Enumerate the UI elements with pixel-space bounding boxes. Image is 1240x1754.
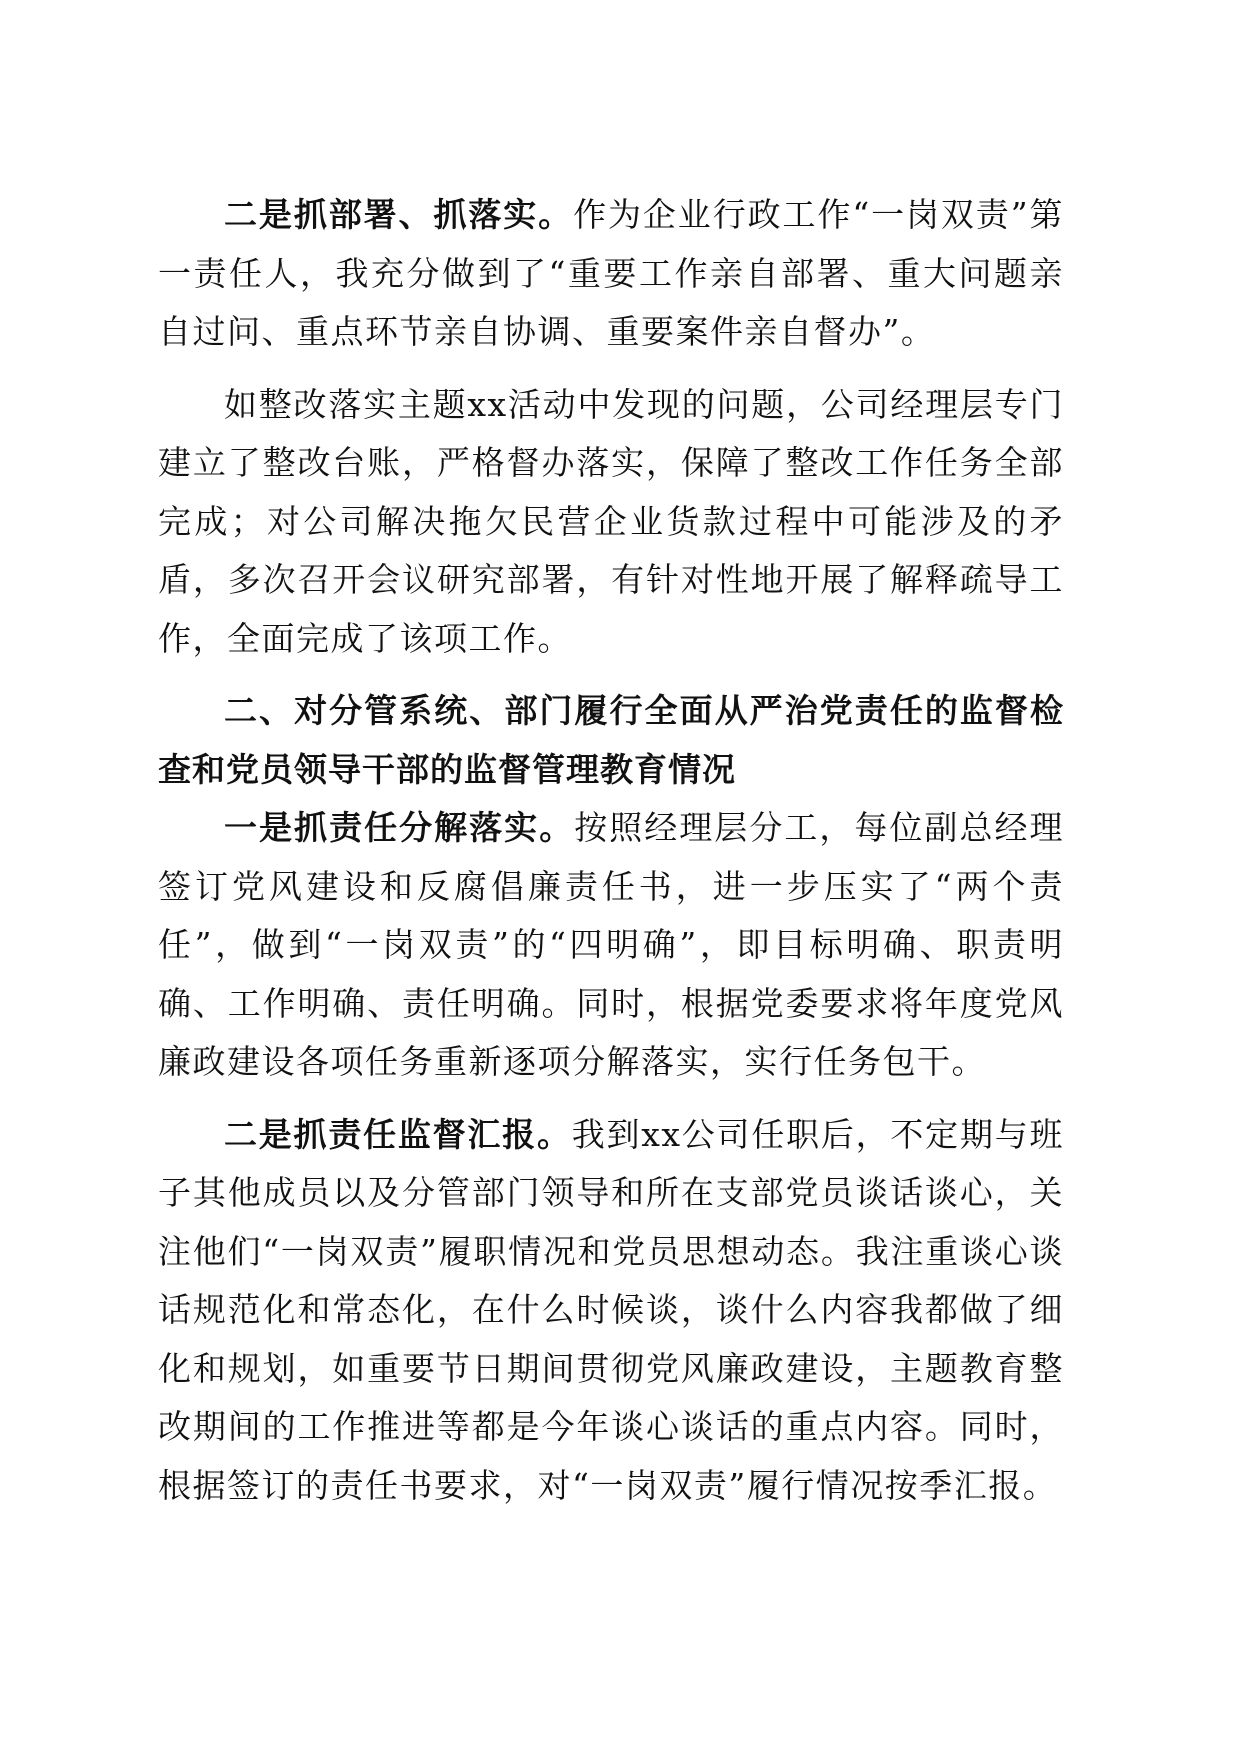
paragraph-responsibility-decomposition <box>158 799 1064 1092</box>
section-heading: 二、对分管系统、部门履行全面从严治党责任的监督检查和党员领导干部的监督管理教育情况 <box>158 691 1064 789</box>
paragraph-text: 如整改落实主题xx活动中发现的问题，公司经理层专门建立了整改台账，严格督办落实，保障了整改工作任务全部完成；对公司解决拖欠民营企业货款过程中可能涉及的矛盾，多次召开会议研究部署，有针对性地开展了解释疏导工作，全面完成了该项工作。 <box>158 384 1064 658</box>
paragraph-rectification <box>158 376 1064 669</box>
paragraph-responsibility-supervision <box>158 1106 1064 1516</box>
paragraph-lead: 二是抓部署、抓落实。 <box>224 195 574 234</box>
paragraph-deployment <box>158 186 1064 362</box>
paragraph-lead: 二是抓责任监督汇报。 <box>224 1114 572 1154</box>
paragraph-text: 作为企业行政工作“一岗双责”第一责任人，我充分做到了“重要工作亲自部署、重大问题亲自过问、重点环节亲自协调、重要案件亲自督办”。 <box>158 195 1064 351</box>
paragraph-text: 按照经理层分工，每位副总经理签订党风建设和反腐倡廉责任书，进一步压实了“两个责任”，做到“一岗双责”的“四明确”，即目标明确、职责明确、工作明确、责任明确。同时，根据党委要求将年度党风廉政建设各项任务重新逐项分解落实，实行任务包干。 <box>158 808 1065 1081</box>
document-body <box>158 186 1064 1529</box>
paragraph-text: 我到xx公司任职后，不定期与班子其他成员以及分管部门领导和所在支部党员谈话谈心，关注他们“一岗双责”履职情况和党员思想动态。我注重谈心谈话规范化和常态化，在什么时候谈，谈什么内容我都做了细化和规划，如重要节日期间贯彻党风廉政建设，主题教育整改期间的工作推进等都是今年谈心谈话的重点内容。同时，根据签订的责任书要求，对“一岗双责”履行情况按季汇报。 <box>158 1114 1064 1505</box>
paragraph-lead: 一是抓责任分解落实。 <box>224 808 575 847</box>
